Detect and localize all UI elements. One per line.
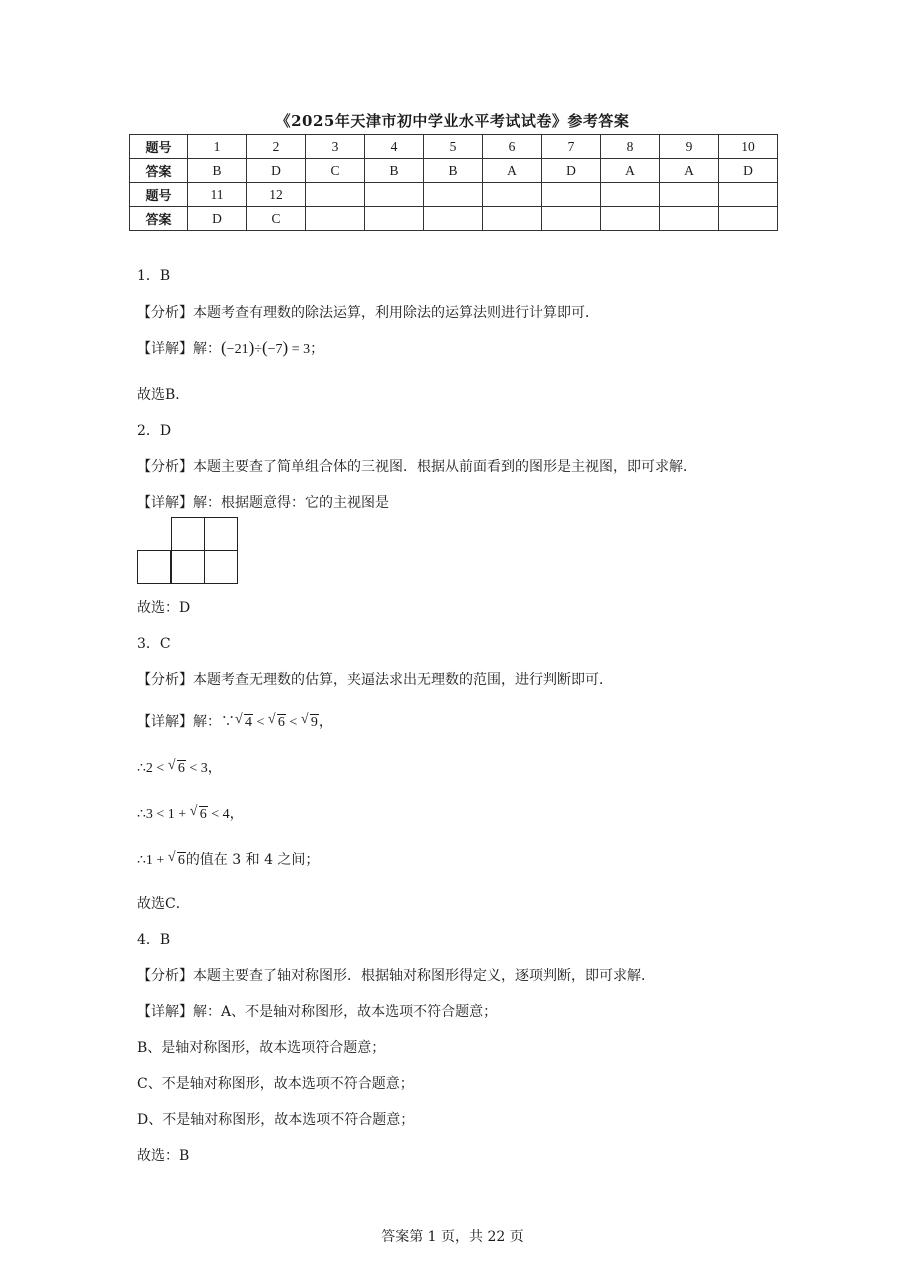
answer-table-cell: D (542, 159, 601, 183)
answer-table-cell: B (188, 159, 247, 183)
sqrt-expression: √ 4 (235, 712, 252, 730)
answer-table-row-header: 题号 (130, 135, 188, 159)
sqrt-expression: √ 6 (167, 758, 185, 776)
answer-table-cell (660, 183, 719, 207)
answer-table-cell: 12 (247, 183, 306, 207)
answer-table-cell (483, 207, 542, 231)
answer-table-cell: D (247, 159, 306, 183)
q4-detail: 【详解】解：A、不是轴对称图形，故本选项不符合题意； (137, 1004, 498, 1020)
figure-square (204, 550, 238, 584)
answer-table-cell (542, 183, 601, 207)
page-footer: 答案第 1 页，共 22 页 (381, 1229, 524, 1245)
q2-conclusion: 故选：D (137, 600, 191, 616)
q3-conclusion: 故选C． (137, 896, 190, 912)
answer-table-cell: 9 (660, 135, 719, 159)
answer-table-cell: 1 (188, 135, 247, 159)
answer-table-cell (424, 207, 483, 231)
answer-table-cell: 3 (306, 135, 365, 159)
answer-table-cell (424, 183, 483, 207)
answer-table-cell (601, 183, 660, 207)
answer-table-row (130, 159, 778, 183)
q2-analysis: 【分析】本题主要查了简单组合体的三视图．根据从前面看到的图形是主视图，即可求解． (137, 459, 697, 475)
sqrt-expression: √ 6 (189, 804, 207, 822)
answer-table-row-header: 答案 (130, 159, 188, 183)
q4-analysis: 【分析】本题主要查了轴对称图形．根据轴对称图形得定义，逐项判断，即可求解． (137, 968, 655, 984)
q4-option-d: D、不是轴对称图形，故本选项不符合题意； (137, 1112, 415, 1128)
answer-table-cell (365, 207, 424, 231)
figure-square (204, 517, 238, 551)
q1-heading: 1．B (137, 268, 171, 284)
answer-table-cell: B (365, 159, 424, 183)
answer-table-cell: D (719, 159, 778, 183)
answer-table-cell (719, 183, 778, 207)
answer-table-cell: 2 (247, 135, 306, 159)
answer-table-cell (542, 207, 601, 231)
answer-table-row (130, 135, 778, 159)
answer-table-cell (306, 183, 365, 207)
answer-table-cell: A (660, 159, 719, 183)
answer-table-cell: A (601, 159, 660, 183)
answer-table-cell: 8 (601, 135, 660, 159)
q2-detail: 【详解】解：根据题意得：它的主视图是 (137, 495, 389, 511)
q3-heading: 3．C (137, 636, 171, 652)
q4-heading: 4．B (137, 932, 171, 948)
answer-table-cell: 7 (542, 135, 601, 159)
answer-table-row-header: 题号 (130, 183, 188, 207)
answer-table-cell: D (188, 207, 247, 231)
answer-table-cell: 10 (719, 135, 778, 159)
answer-table-cell: 5 (424, 135, 483, 159)
answer-table-cell: C (306, 159, 365, 183)
answer-table-cell (306, 207, 365, 231)
answer-table-cell (660, 207, 719, 231)
answer-table-cell: C (247, 207, 306, 231)
answer-table-row-header: 答案 (130, 207, 188, 231)
answer-table (129, 134, 778, 231)
q4-option-c: C、不是轴对称图形，故本选项不符合题意； (137, 1076, 414, 1092)
answer-table-cell: B (424, 159, 483, 183)
q3-detail-3: ∴3 < 1 + √ 6 < 4， (137, 804, 244, 822)
answer-table-cell: 6 (483, 135, 542, 159)
q1-expression: (−21)÷(−7) = 3 (221, 338, 311, 357)
figure-square (137, 550, 171, 584)
sqrt-expression: √ 6 (267, 712, 285, 730)
q1-conclusion: 故选B． (137, 387, 190, 403)
answer-table-cell (601, 207, 660, 231)
q3-detail-4: ∴1 + √ 6的值在 3 和 4 之间； (137, 850, 320, 868)
q4-option-b: B、是轴对称图形，故本选项符合题意； (137, 1040, 386, 1056)
q3-analysis: 【分析】本题考查无理数的估算，夹逼法求出无理数的范围，进行判断即可． (137, 672, 613, 688)
q1-detail-prefix: 【详解】解： (137, 341, 221, 357)
figure-square (171, 517, 205, 551)
answer-table-row (130, 183, 778, 207)
q3-detail-1: 【详解】解：∵ √ 4 < √ 6 < √ 9， (137, 712, 333, 730)
answer-table-cell: A (483, 159, 542, 183)
answer-table-cell (483, 183, 542, 207)
figure-square (171, 550, 205, 584)
q1-detail: 【详解】解：(−21)÷(−7) = 3； (137, 338, 325, 357)
answer-table-cell: 4 (365, 135, 424, 159)
answer-table-row (130, 207, 778, 231)
sqrt-expression: √ 9 (300, 712, 318, 730)
q3-detail-2: ∴2 < √ 6 < 3， (137, 758, 222, 776)
answer-table-cell (365, 183, 424, 207)
answer-table-cell (719, 207, 778, 231)
page-title: 《2025年天津市初中学业水平考试试卷》参考答案 (275, 112, 630, 130)
q1-analysis: 【分析】本题考查有理数的除法运算，利用除法的运算法则进行计算即可． (137, 305, 599, 321)
q2-heading: 2．D (137, 423, 172, 439)
answer-table-cell: 11 (188, 183, 247, 207)
q4-conclusion: 故选：B (137, 1148, 190, 1164)
sqrt-expression: √ 6 (167, 850, 185, 868)
